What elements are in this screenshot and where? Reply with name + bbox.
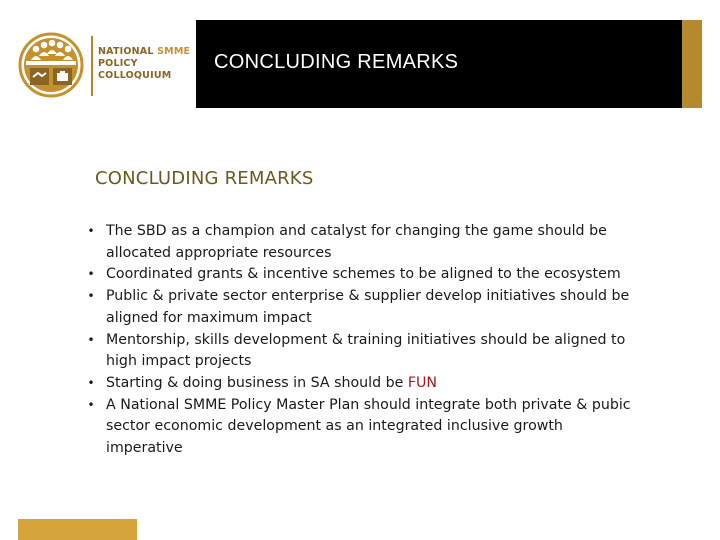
logo-divider [91, 36, 93, 96]
list-item [86, 264, 631, 286]
bullet-text: Starting & doing business in SA should be [106, 374, 408, 391]
logo-line3: COLLOQUIUM [98, 70, 172, 81]
bullet-icon: • [87, 289, 95, 304]
bullet-icon: • [87, 267, 95, 282]
logo-line2: POLICY [98, 58, 138, 69]
bullet-text: Public & private sector enterprise & supplier develop initiatives should be aligned for maximum impact [106, 288, 630, 326]
bullet-text: The SBD as a champion and catalyst for changing the game should be allocated appropriate resources [106, 223, 607, 261]
section-heading: CONCLUDING REMARKS [95, 168, 314, 189]
bullet-icon: • [87, 224, 95, 238]
colloquium-logo [18, 32, 196, 102]
bullet-text: Mentorship, skills development & training initiatives should be aligned to high impact projects [106, 331, 626, 370]
list-item [86, 221, 631, 264]
list-item [86, 373, 631, 395]
people-emblem-icon [18, 32, 84, 98]
footer-accent-bar [18, 519, 137, 540]
list-item [86, 330, 631, 373]
title-bar [196, 20, 682, 108]
bullet-icon: • [87, 375, 95, 390]
logo-wordmark [98, 46, 198, 82]
list-item [86, 286, 631, 329]
logo-line1: NATIONAL [98, 46, 154, 57]
highlight-word: FUN [407, 374, 438, 391]
bullet-text: A National SMME Policy Master Plan should integrate both private & pubic sector economic development as an integrated inclusive growth imperative [106, 396, 631, 457]
bullet-text: Coordinated grants & incentive schemes to be aligned to the ecosystem [106, 266, 621, 283]
bullet-icon: • [87, 332, 95, 347]
slide-title: CONCLUDING REMARKS [214, 51, 459, 73]
logo-line1-accent: SMME [157, 46, 191, 57]
list-item [86, 395, 631, 460]
title-accent-bar [682, 20, 702, 108]
bullet-icon: • [87, 397, 95, 412]
remarks-list [86, 221, 631, 460]
